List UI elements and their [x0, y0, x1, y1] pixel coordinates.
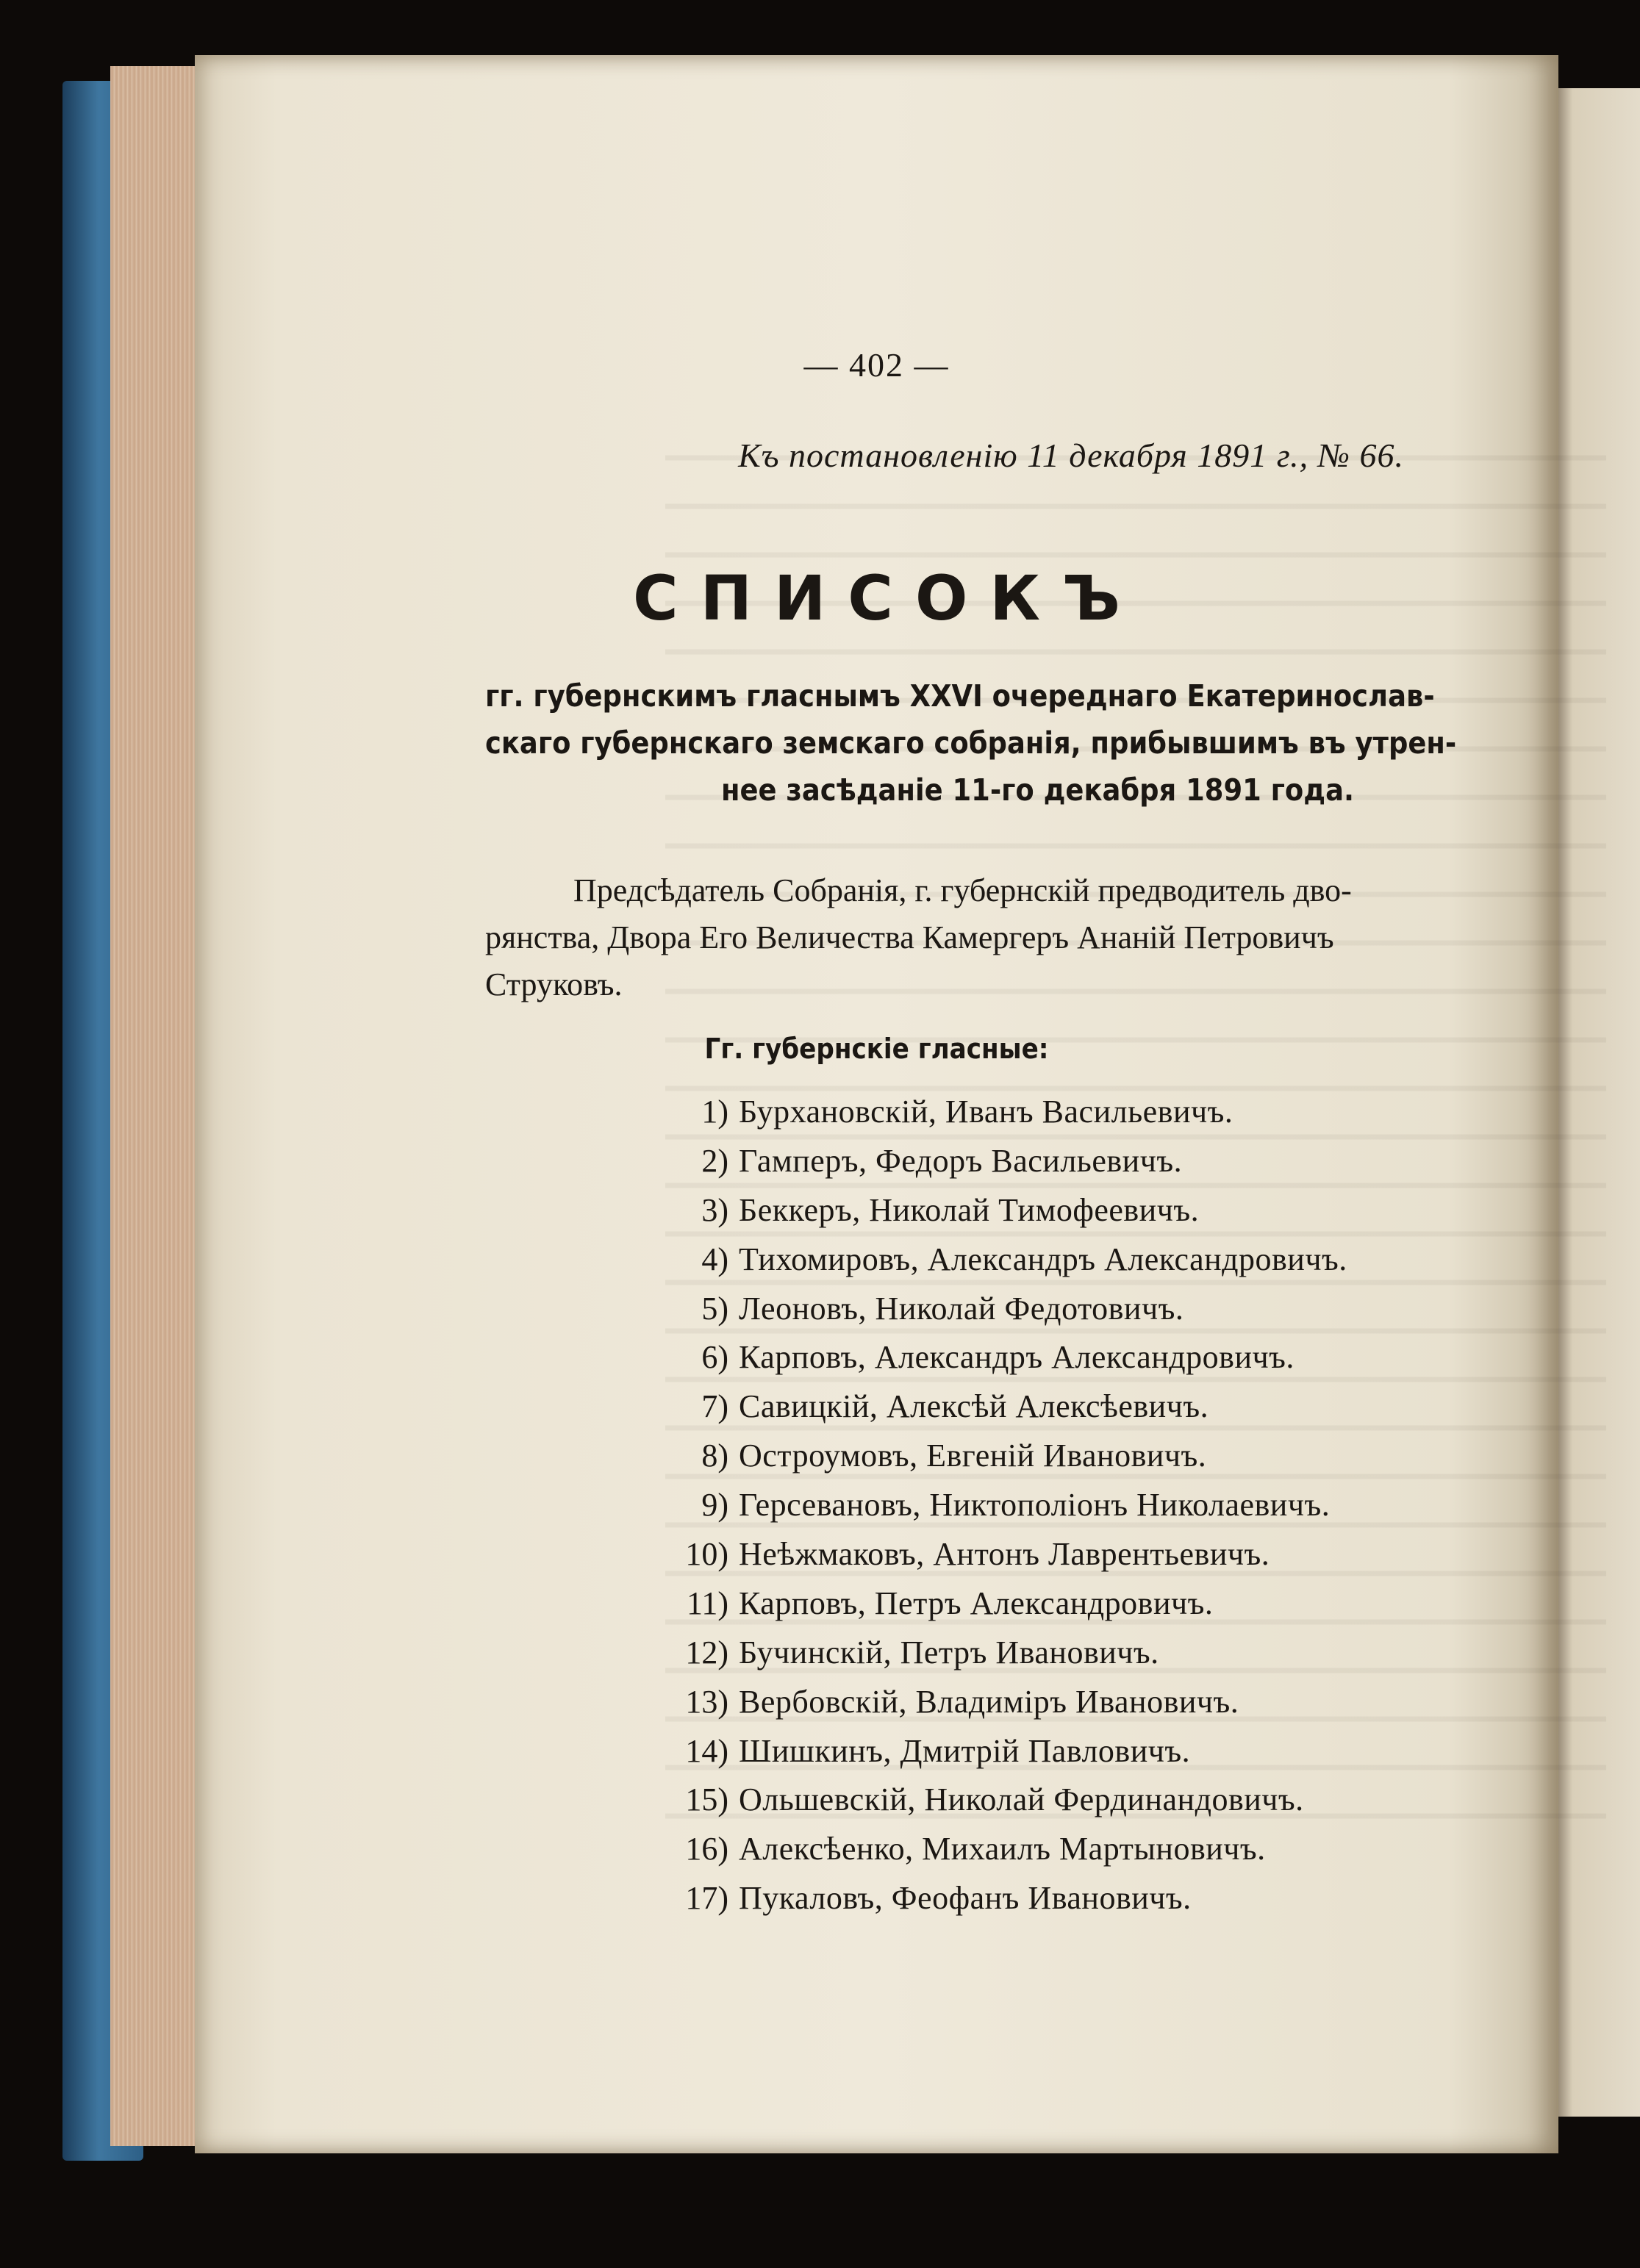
document-subtitle	[485, 672, 1603, 814]
list-item-name: Леоновъ, Николай Федотовичъ.	[739, 1290, 1184, 1327]
subtitle-line: скаго губернскаго земскаго собранія, прибывшимъ въ утрен-	[485, 725, 1457, 761]
list-item-number: 7)	[701, 1388, 728, 1425]
list-item-name: Гамперъ, Федоръ Васильевичъ.	[739, 1142, 1183, 1179]
list-item	[701, 1481, 1347, 1530]
list-item-name: Бурхановскій, Иванъ Васильевичъ.	[739, 1094, 1233, 1130]
list-item-number: 4)	[701, 1241, 728, 1277]
list-item	[685, 1825, 1347, 1874]
list-item-number: 6)	[701, 1339, 728, 1376]
subtitle-line: гг. губернскимъ гласнымъ XXVI очереднаго Екатеринослав-	[485, 678, 1435, 714]
list-item	[685, 1727, 1347, 1776]
list-item-number: 1)	[701, 1094, 728, 1130]
list-item	[701, 1432, 1347, 1481]
list-item-name: Алексѣенко, Михаилъ Мартыновичъ.	[739, 1831, 1266, 1867]
list-item	[701, 1382, 1347, 1432]
list-item-name: Ольшевскій, Николай Фердинандовичъ.	[739, 1781, 1304, 1818]
list-item-name: Неѣжмаковъ, Антонъ Лаврентьевичъ.	[739, 1536, 1270, 1573]
list-item-number: 2)	[701, 1142, 728, 1179]
section-heading: Гг. губернскіе гласные:	[704, 1033, 1049, 1065]
list-item-name: Бучинскій, Петръ Ивановичъ.	[739, 1634, 1159, 1671]
list-item	[701, 1333, 1347, 1382]
list-item-name: Остроумовъ, Евгеній Ивановичъ.	[739, 1438, 1207, 1474]
list-item-number: 14)	[685, 1732, 728, 1769]
list-item-name: Савицкій, Алексѣй Алексѣевичъ.	[739, 1388, 1209, 1425]
list-item	[685, 1776, 1347, 1825]
list-item	[701, 1137, 1347, 1186]
list-item	[686, 1579, 1347, 1629]
chairman-paragraph	[485, 867, 1603, 1008]
list-item-number: 12)	[685, 1634, 728, 1671]
list-item-number: 10)	[685, 1536, 728, 1573]
book-page	[195, 55, 1558, 2153]
list-item-number: 3)	[701, 1191, 728, 1228]
list-item	[685, 1530, 1347, 1579]
resolution-reference: Къ постановленію 11 декабря 1891 г., № 66.	[738, 437, 1404, 474]
paragraph-line: рянства, Двора Его Величества Камергеръ Ананій Петровичъ	[485, 919, 1334, 955]
list-item-number: 15)	[685, 1781, 728, 1818]
list-item-number: 17)	[685, 1880, 728, 1917]
subtitle-line: нее засѣданіе 11-го декабря 1891 года.	[720, 772, 1355, 808]
list-item-name: Беккеръ, Николай Тимофеевичъ.	[739, 1191, 1200, 1228]
list-item-number: 16)	[685, 1831, 728, 1867]
page-number: — 402 —	[803, 346, 950, 384]
paragraph-line: Струковъ.	[485, 966, 623, 1002]
list-item-number: 8)	[701, 1438, 728, 1474]
list-item-number: 11)	[686, 1585, 728, 1621]
list-item	[685, 1678, 1347, 1727]
list-item-number: 9)	[701, 1487, 728, 1524]
list-item-name: Вербовскій, Владиміръ Ивановичъ.	[739, 1683, 1239, 1720]
list-item	[685, 1874, 1347, 1923]
list-item	[701, 1088, 1347, 1137]
list-item-name: Карповъ, Александръ Александровичъ.	[739, 1339, 1295, 1376]
list-item	[685, 1629, 1347, 1678]
list-item	[701, 1186, 1347, 1235]
list-item-number: 13)	[685, 1683, 728, 1720]
list-item-name: Карповъ, Петръ Александровичъ.	[739, 1585, 1214, 1621]
list-item-name: Тихомировъ, Александръ Александровичъ.	[739, 1241, 1347, 1277]
document-title: СПИСОКЪ	[633, 562, 1142, 634]
list-item-number: 5)	[701, 1290, 728, 1327]
list-item	[701, 1285, 1347, 1334]
list-item-name: Пукаловъ, Феофанъ Ивановичъ.	[739, 1880, 1192, 1917]
list-item-name: Герсевановъ, Никтополіонъ Николаевичъ.	[739, 1487, 1331, 1524]
list-item	[701, 1235, 1347, 1285]
paragraph-line: Предсѣдатель Собранія, г. губернскій предводитель дво-	[573, 872, 1352, 908]
list-item-name: Шишкинъ, Дмитрій Павловичъ.	[739, 1732, 1191, 1769]
member-list	[685, 1088, 1347, 1923]
